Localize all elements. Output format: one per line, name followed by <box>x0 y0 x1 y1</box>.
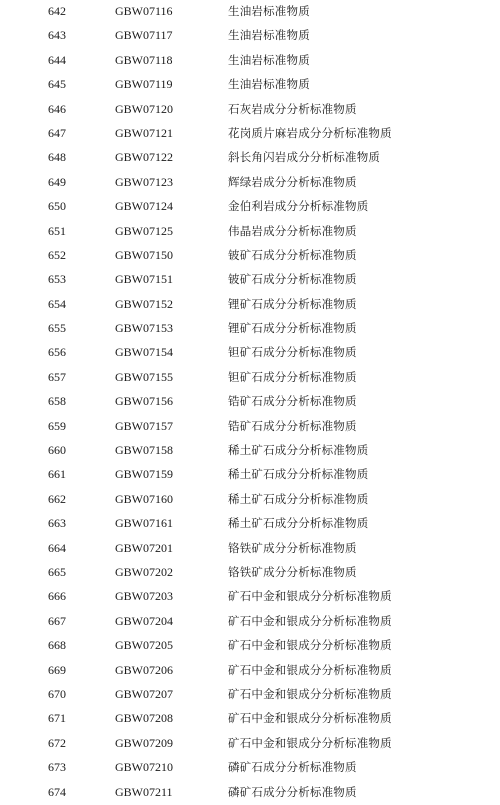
table-row <box>0 73 500 97</box>
material-name: 生油岩标准物质 <box>228 52 310 67</box>
material-name: 磷矿石成分分析标准物质 <box>228 760 357 775</box>
row-number: 650 <box>48 199 66 214</box>
material-name: 铬铁矿成分分析标准物质 <box>228 564 357 579</box>
table-row <box>0 98 500 122</box>
table-row <box>0 366 500 390</box>
row-number: 655 <box>48 321 66 336</box>
material-code: GBW07201 <box>115 540 173 555</box>
table-row <box>0 463 500 487</box>
material-name: 金伯利岩成分分析标准物质 <box>228 199 369 214</box>
row-number: 656 <box>48 345 66 360</box>
material-name: 锆矿石成分分析标准物质 <box>228 394 357 409</box>
row-number: 663 <box>48 516 66 531</box>
row-number: 659 <box>48 418 66 433</box>
material-name: 矿石中金和银成分分析标准物质 <box>228 735 392 750</box>
row-number: 649 <box>48 174 66 189</box>
material-name: 伟晶岩成分分析标准物质 <box>228 223 357 238</box>
row-number: 662 <box>48 491 66 506</box>
row-number: 647 <box>48 125 66 140</box>
material-code: GBW07124 <box>115 199 173 214</box>
material-name: 稀土矿石成分分析标准物质 <box>228 491 369 506</box>
row-number: 654 <box>48 296 66 311</box>
row-number: 666 <box>48 589 66 604</box>
table-row <box>0 756 500 780</box>
material-code: GBW07117 <box>115 28 173 43</box>
material-name: 斜长角闪岩成分分析标准物质 <box>228 150 381 165</box>
material-code: GBW07125 <box>115 223 173 238</box>
material-code: GBW07151 <box>115 272 173 287</box>
row-number: 665 <box>48 564 66 579</box>
row-number: 673 <box>48 760 66 775</box>
row-number: 645 <box>48 77 66 92</box>
material-name: 铍矿石成分分析标准物质 <box>228 247 357 262</box>
material-code: GBW07205 <box>115 638 173 653</box>
material-code: GBW07116 <box>115 4 173 18</box>
table-row <box>0 707 500 731</box>
material-name: 钽矿石成分分析标准物质 <box>228 345 357 360</box>
material-name: 矿石中金和银成分分析标准物质 <box>228 638 392 653</box>
material-name: 辉绿岩成分分析标准物质 <box>228 174 357 189</box>
material-code: GBW07157 <box>115 418 173 433</box>
material-name: 稀土矿石成分分析标准物质 <box>228 443 369 458</box>
row-number: 672 <box>48 735 66 750</box>
table-row <box>0 268 500 292</box>
material-code: GBW07153 <box>115 321 173 336</box>
table-row <box>0 488 500 512</box>
material-code: GBW07155 <box>115 369 173 384</box>
row-number: 670 <box>48 686 66 701</box>
table-row <box>0 244 500 268</box>
row-number: 644 <box>48 52 66 67</box>
row-number: 652 <box>48 247 66 262</box>
row-number: 643 <box>48 28 66 43</box>
row-number: 653 <box>48 272 66 287</box>
material-name: 稀土矿石成分分析标准物质 <box>228 516 369 531</box>
table-row <box>0 537 500 561</box>
table-row <box>0 659 500 683</box>
table-row <box>0 585 500 609</box>
table-row <box>0 49 500 73</box>
material-name: 稀土矿石成分分析标准物质 <box>228 467 369 482</box>
material-code: GBW07122 <box>115 150 173 165</box>
material-name: 石灰岩成分分析标准物质 <box>228 101 357 116</box>
row-number: 651 <box>48 223 66 238</box>
table-row <box>0 171 500 195</box>
table-row <box>0 781 500 805</box>
table-row <box>0 390 500 414</box>
material-code: GBW07123 <box>115 174 173 189</box>
material-code: GBW07152 <box>115 296 173 311</box>
material-code: GBW07159 <box>115 467 173 482</box>
table-row <box>0 220 500 244</box>
row-number: 657 <box>48 369 66 384</box>
material-name: 铍矿石成分分析标准物质 <box>228 272 357 287</box>
material-name: 矿石中金和银成分分析标准物质 <box>228 662 392 677</box>
table-row <box>0 317 500 341</box>
material-name: 生油岩标准物质 <box>228 28 310 43</box>
table-row <box>0 146 500 170</box>
table-row <box>0 439 500 463</box>
material-name: 锆矿石成分分析标准物质 <box>228 418 357 433</box>
row-number: 642 <box>48 4 66 18</box>
row-number: 671 <box>48 711 66 726</box>
material-code: GBW07211 <box>115 784 173 799</box>
material-code: GBW07161 <box>115 516 173 531</box>
row-number: 661 <box>48 467 66 482</box>
table-row <box>0 415 500 439</box>
material-name: 锂矿石成分分析标准物质 <box>228 296 357 311</box>
table-row <box>0 122 500 146</box>
row-number: 648 <box>48 150 66 165</box>
table-row <box>0 341 500 365</box>
material-code: GBW07210 <box>115 760 173 775</box>
material-name: 磷矿石成分分析标准物质 <box>228 784 357 799</box>
material-code: GBW07207 <box>115 686 173 701</box>
material-code: GBW07156 <box>115 394 173 409</box>
material-name: 矿石中金和银成分分析标准物质 <box>228 711 392 726</box>
row-number: 667 <box>48 613 66 628</box>
table-row <box>0 293 500 317</box>
row-number: 674 <box>48 784 66 799</box>
material-name: 矿石中金和银成分分析标准物质 <box>228 613 392 628</box>
table-row <box>0 732 500 756</box>
material-name: 生油岩标准物质 <box>228 77 310 92</box>
material-code: GBW07150 <box>115 247 173 262</box>
material-code: GBW07204 <box>115 613 173 628</box>
row-number: 646 <box>48 101 66 116</box>
row-number: 669 <box>48 662 66 677</box>
material-code: GBW07119 <box>115 77 173 92</box>
material-code: GBW07121 <box>115 125 173 140</box>
material-code: GBW07158 <box>115 443 173 458</box>
row-number: 660 <box>48 443 66 458</box>
material-name: 锂矿石成分分析标准物质 <box>228 321 357 336</box>
material-name: 铬铁矿成分分析标准物质 <box>228 540 357 555</box>
material-code: GBW07209 <box>115 735 173 750</box>
material-code: GBW07154 <box>115 345 173 360</box>
table-row <box>0 683 500 707</box>
material-name: 生油岩标准物质 <box>228 4 310 18</box>
row-number: 664 <box>48 540 66 555</box>
table-row <box>0 0 500 24</box>
material-code: GBW07160 <box>115 491 173 506</box>
material-name: 花岗质片麻岩成分分析标准物质 <box>228 125 392 140</box>
row-number: 668 <box>48 638 66 653</box>
material-code: GBW07208 <box>115 711 173 726</box>
table-row <box>0 195 500 219</box>
table-row <box>0 512 500 536</box>
material-name: 钽矿石成分分析标准物质 <box>228 369 357 384</box>
table-row <box>0 610 500 634</box>
material-code: GBW07206 <box>115 662 173 677</box>
material-code: GBW07202 <box>115 564 173 579</box>
table-row <box>0 24 500 48</box>
material-code: GBW07203 <box>115 589 173 604</box>
row-number: 658 <box>48 394 66 409</box>
material-code: GBW07120 <box>115 101 173 116</box>
material-code: GBW07118 <box>115 52 173 67</box>
material-name: 矿石中金和银成分分析标准物质 <box>228 686 392 701</box>
material-name: 矿石中金和银成分分析标准物质 <box>228 589 392 604</box>
table-row <box>0 634 500 658</box>
table-row <box>0 561 500 585</box>
